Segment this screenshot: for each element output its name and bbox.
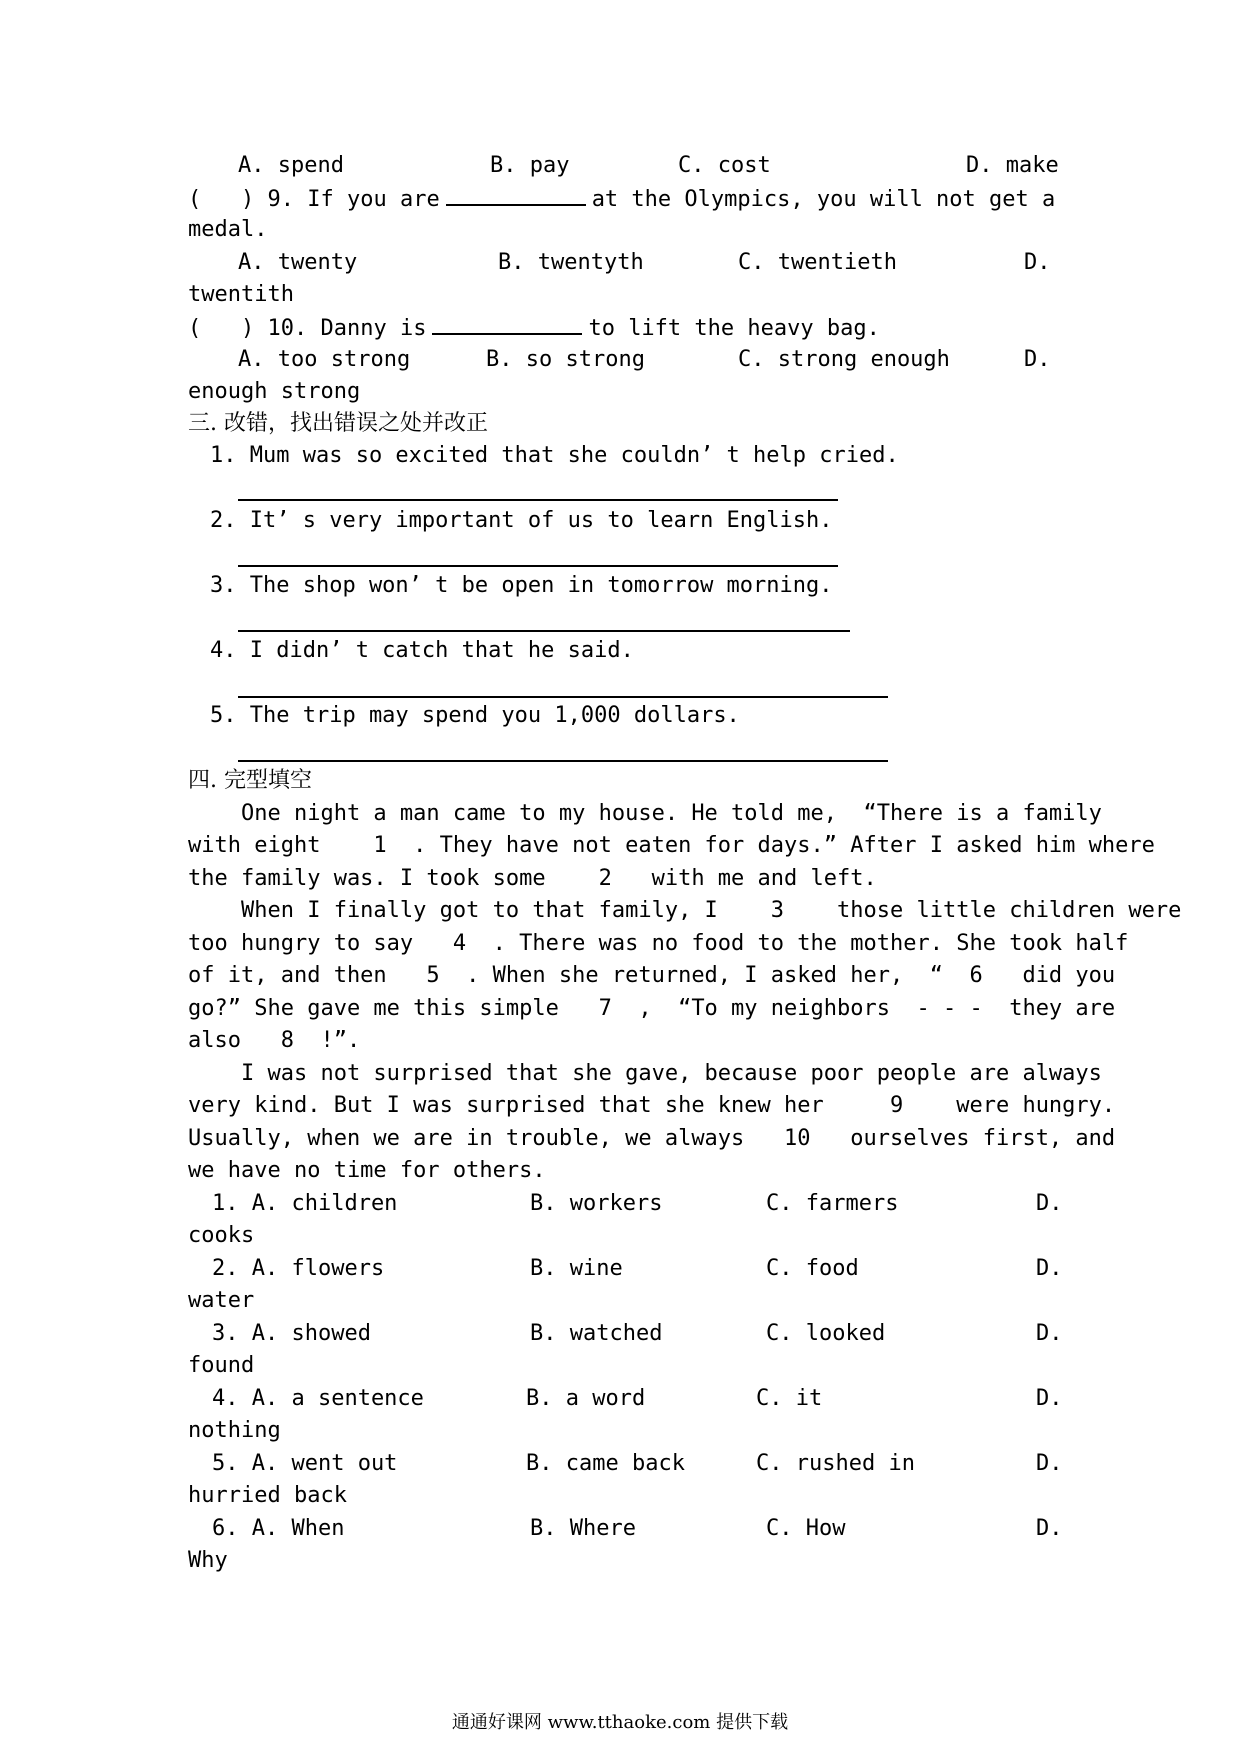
cloze-2-option-d-cont: water — [188, 1288, 255, 1313]
fill-blank[interactable] — [432, 313, 582, 335]
cloze-1-option-b: B. workers — [530, 1191, 663, 1216]
q10-option-b: B. so strong — [486, 347, 645, 372]
cloze-1-option-d-cont: cooks — [188, 1223, 255, 1248]
cloze-6-option-c: C. How — [766, 1516, 846, 1541]
passage-line: with eight 1 . They have not eaten for days.” After I asked him where — [188, 833, 1155, 858]
cloze-3-option-b: B. watched — [530, 1321, 663, 1346]
correction-item-4: 4. I didn’ t catch that he said. — [210, 638, 634, 663]
correction-item-2: 2. It’ s very important of us to learn English. — [210, 508, 833, 533]
q8-option-b: B. pay — [490, 153, 570, 178]
question-9-cont: medal. — [188, 217, 268, 242]
question-text-after: at the Olympics, you will not get a — [591, 187, 1056, 212]
q9-option-b: B. twentyth — [498, 250, 644, 275]
q8-option-c: C. cost — [678, 153, 771, 178]
section-4-title: 四. 完型填空 — [188, 768, 312, 793]
passage-line: I was not surprised that she gave, because poor people are always — [188, 1061, 1102, 1086]
cloze-6-option-a: 6. A. When — [212, 1516, 345, 1541]
cloze-5-option-c: C. rushed in — [756, 1451, 915, 1476]
cloze-5-option-b: B. came back — [526, 1451, 685, 1476]
cloze-3-option-d: D. — [1036, 1321, 1063, 1346]
cloze-4-option-d: D. — [1036, 1386, 1063, 1411]
correction-item-5: 5. The trip may spend you 1,000 dollars. — [210, 703, 740, 728]
q10-option-a: A. too strong — [238, 347, 411, 372]
passage-line: the family was. I took some 2 with me and left. — [188, 866, 877, 891]
page-footer: 通通好课网 www.tthaoke.com 提供下载 — [451, 1712, 789, 1733]
passage-line: When I finally got to that family, I 3 those little children were — [188, 898, 1182, 923]
fill-blank[interactable] — [446, 184, 586, 206]
passage-line: very kind. But I was surprised that she knew her 9 were hungry. — [188, 1093, 1116, 1118]
answer-paren: ( ) — [188, 187, 255, 212]
q10-option-d-cont: enough strong — [188, 379, 361, 404]
answer-line-1[interactable] — [238, 499, 838, 501]
q10-option-d: D. — [1024, 347, 1051, 372]
question-9 — [188, 184, 1055, 214]
cloze-6-option-d: D. — [1036, 1516, 1063, 1541]
cloze-2-option-d: D. — [1036, 1256, 1063, 1281]
correction-item-1: 1. Mum was so excited that she couldn’ t help cried. — [210, 443, 899, 468]
passage-line: of it, and then 5 . When she returned, I asked her, “ 6 did you — [188, 963, 1116, 988]
passage-line: Usually, when we are in trouble, we always 10 ourselves first, and — [188, 1126, 1116, 1151]
cloze-2-option-c: C. food — [766, 1256, 859, 1281]
cloze-3-option-c: C. looked — [766, 1321, 886, 1346]
cloze-5-option-d-cont: hurried back — [188, 1483, 347, 1508]
cloze-6-option-d-cont: Why — [188, 1548, 228, 1573]
cloze-2-option-b: B. wine — [530, 1256, 623, 1281]
q8-option-a: A. spend — [238, 153, 344, 178]
cloze-1-option-c: C. farmers — [766, 1191, 899, 1216]
question-10 — [188, 313, 880, 343]
answer-line-4[interactable] — [238, 696, 888, 698]
answer-line-5[interactable] — [238, 760, 888, 762]
cloze-5-option-a: 5. A. went out — [212, 1451, 398, 1476]
answer-paren: ( ) — [188, 316, 255, 341]
cloze-6-option-b: B. Where — [530, 1516, 636, 1541]
passage-line: too hungry to say 4 . There was no food to the mother. She took half — [188, 931, 1129, 956]
cloze-3-option-a: 3. A. showed — [212, 1321, 371, 1346]
cloze-4-option-c: C. it — [756, 1386, 823, 1411]
q8-option-d: D. make — [966, 153, 1059, 178]
passage-line: go?” She gave me this simple 7 , “To my neighbors - - - they are — [188, 996, 1116, 1021]
q10-option-c: C. strong enough — [738, 347, 950, 372]
cloze-4-option-b: B. a word — [526, 1386, 646, 1411]
cloze-4-option-a: 4. A. a sentence — [212, 1386, 424, 1411]
cloze-1-option-a: 1. A. children — [212, 1191, 398, 1216]
q9-option-c: C. twentieth — [738, 250, 897, 275]
cloze-5-option-d: D. — [1036, 1451, 1063, 1476]
q9-option-a: A. twenty — [238, 250, 358, 275]
cloze-3-option-d-cont: found — [188, 1353, 255, 1378]
question-number: 10. — [267, 316, 308, 341]
q9-option-d-cont: twentith — [188, 282, 294, 307]
passage-line: One night a man came to my house. He told me, “There is a family — [188, 801, 1102, 826]
passage-line: also 8 !”. — [188, 1028, 361, 1053]
question-text-after: to lift the heavy bag. — [588, 316, 880, 341]
answer-line-2[interactable] — [238, 565, 838, 567]
section-3-title: 三. 改错，找出错误之处并改正 — [188, 411, 488, 436]
question-number: 9. — [267, 187, 294, 212]
question-text: Danny is — [320, 316, 427, 341]
passage-line: we have no time for others. — [188, 1158, 546, 1183]
q9-option-d: D. — [1024, 250, 1051, 275]
correction-item-3: 3. The shop won’ t be open in tomorrow morning. — [210, 573, 833, 598]
answer-line-3[interactable] — [238, 630, 850, 632]
cloze-4-option-d-cont: nothing — [188, 1418, 281, 1443]
cloze-1-option-d: D. — [1036, 1191, 1063, 1216]
question-text: If you are — [307, 187, 440, 212]
cloze-2-option-a: 2. A. flowers — [212, 1256, 385, 1281]
